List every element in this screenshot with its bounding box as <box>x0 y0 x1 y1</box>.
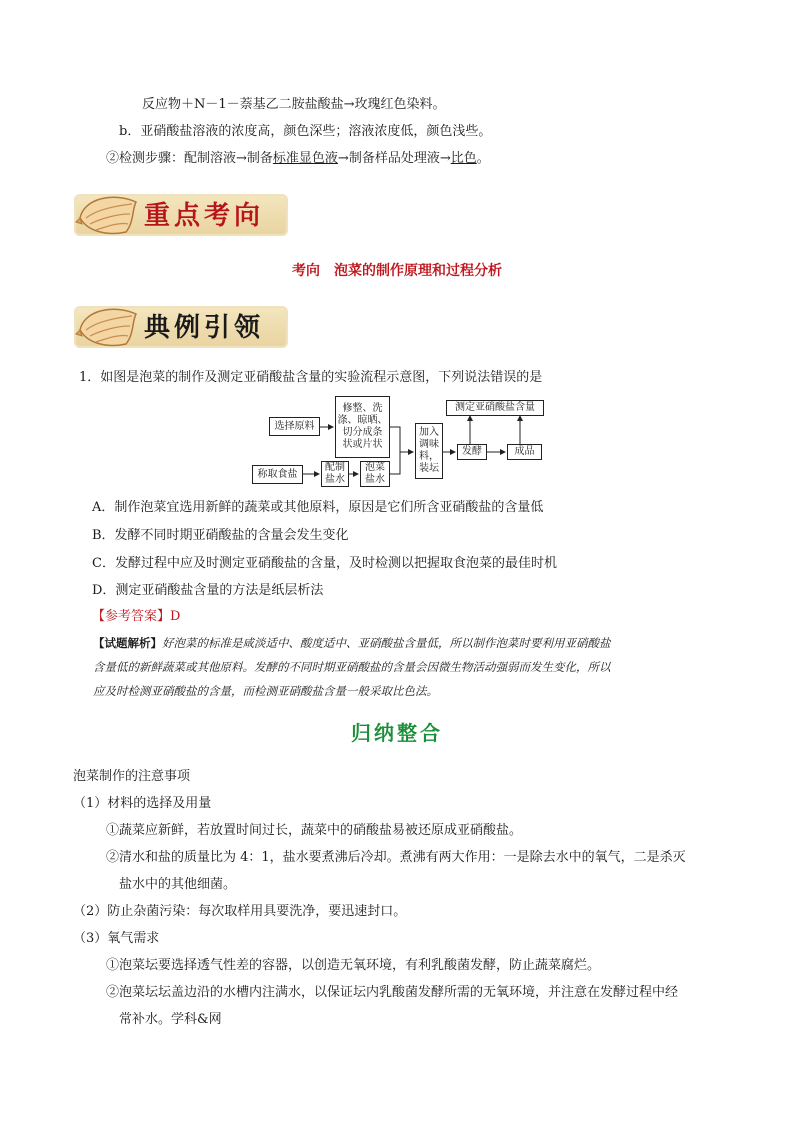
underlined-term: 比色 <box>450 151 477 166</box>
text-span: ②检测步骤：配制溶液→制备 <box>106 151 273 166</box>
analysis-label: 【试题解析】 <box>93 636 162 650</box>
summary-item: ②清水和盐的质量比为 4：1，盐水要煮沸后冷却。煮沸有两大作用：一是除去水中的氧气，二是杀灭 <box>106 850 686 865</box>
summary-item: ①泡菜坛要选择透气性差的容器，以创造无氧环境，有利乳酸菌发酵，防止蔬菜腐烂。 <box>106 958 601 973</box>
step-text: 料， <box>419 451 439 462</box>
summary-item: 盐水中的其他细菌。 <box>119 877 237 892</box>
option-d: D．测定亚硝酸盐含量的方法是纸层析法 <box>92 583 324 598</box>
analysis-line <box>93 631 711 655</box>
summary-heading: 泡菜制作的注意事项 <box>73 769 191 784</box>
step-text: 装坛 <box>419 463 439 474</box>
option-a: A．制作泡菜宜选用新鲜的蔬菜或其他原料，原因是它们所含亚硝酸盐的含量低 <box>92 500 544 515</box>
summary-item: （1）材料的选择及用量 <box>73 796 212 811</box>
text-line: b．亚硝酸盐溶液的浓度高，颜色深些；溶液浓度低，颜色浅些。 <box>119 124 492 139</box>
step-prepare-brine <box>321 461 349 487</box>
option-b: B．发酵不同时期亚硝酸盐的含量会发生变化 <box>92 528 349 543</box>
step-text: 调味 <box>419 439 439 450</box>
option-c: C．发酵过程中应及时测定亚硝酸盐的含量，及时检测以把握取食泡菜的最佳时机 <box>92 556 557 571</box>
analysis-line: 含量低的新鲜蔬菜或其他原料。发酵的不同时期亚硝酸盐的含量会因微生物活动强弱而发生变化，所以 <box>93 660 611 674</box>
step-text: 配制 <box>325 462 345 473</box>
text-span: →制备样品处理液→ <box>337 151 451 166</box>
summary-item: ②泡菜坛坛盖边沿的水槽内注满水，以保证坛内乳酸菌发酵所需的无氧环境，并注意在发酵过程中经 <box>106 985 679 1000</box>
step-text: 切分成条 <box>342 427 383 438</box>
step-text: 加入 <box>419 427 439 438</box>
summary-item: 常补水。学科&网 <box>119 1012 222 1027</box>
step-text: 状或片状 <box>342 439 383 450</box>
step-product: 成品 <box>507 444 542 460</box>
summary-item: （2）防止杂菌污染：每次取样用具要洗净，要迅速封口。 <box>73 904 407 919</box>
question-stem: 1．如图是泡菜的制作及测定亚硝酸盐含量的实验流程示意图，下列说法错误的是 <box>79 370 543 385</box>
text-line: 反应物＋N－1－萘基乙二胺盐酸盐→玫瑰红色染料。 <box>142 97 446 112</box>
step-weigh-salt: 称取食盐 <box>252 465 303 484</box>
analysis-line: 应及时检测亚硝酸盐的含量，而检测亚硝酸盐含量一般采取比色法。 <box>93 684 438 698</box>
step-select-material: 选择原料 <box>269 417 320 436</box>
analysis-block <box>93 631 711 703</box>
step-text: 盐水 <box>365 474 385 485</box>
banner-label: 重点考向 <box>144 201 265 231</box>
summary-item: ①蔬菜应新鲜，若放置时间过长，蔬菜中的硝酸盐易被还原成亚硝酸盐。 <box>106 823 523 838</box>
flow-arrows <box>0 0 794 500</box>
text-span: 。 <box>476 151 490 166</box>
step-text: 涤、晾晒、 <box>337 415 388 426</box>
step-paocai-brine <box>360 461 390 487</box>
summary-item: （3）氧气需求 <box>73 931 160 946</box>
underlined-term: 标准显色液 <box>272 151 338 166</box>
step-text: 修整、洗 <box>342 403 383 414</box>
step-add-seasoning <box>415 423 443 479</box>
answer-label: 【参考答案】 <box>92 609 171 624</box>
banner-label: 典例引领 <box>144 313 265 343</box>
step-trim <box>335 396 390 458</box>
summary-title: 归纳整合 <box>351 721 443 745</box>
answer-value: D <box>170 609 181 624</box>
step-measure-nitrite: 测定亚硝酸盐含量 <box>446 400 544 416</box>
step-text: 盐水 <box>325 474 345 485</box>
reference-answer <box>92 608 180 626</box>
step-ferment: 发酵 <box>457 444 487 460</box>
step-text: 泡菜 <box>365 462 385 473</box>
analysis-text: 好泡菜的标准是咸淡适中、酸度适中、亚硝酸盐含量低，所以制作泡菜时要利用亚硝酸盐 <box>162 636 611 650</box>
section-title: 考向 泡菜的制作原理和过程分析 <box>292 263 502 279</box>
